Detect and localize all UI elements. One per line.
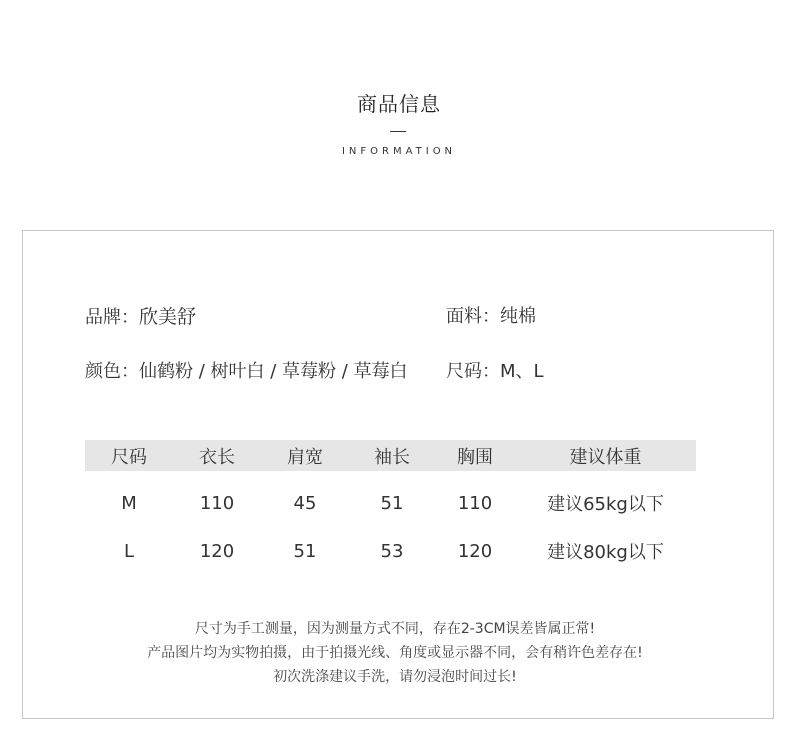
fabric-attribute [446,302,536,328]
size-chart-table [85,440,696,575]
column-header-shoulder: 肩宽 [261,440,349,471]
table-row [85,471,696,527]
section-title: 商品信息 [357,92,441,116]
table-cell: 53 [380,540,404,562]
note-line: 产品图片均为实物拍摄，由于拍摄光线、角度或显示器不同，会有稍许色差存在! [147,645,643,661]
size-label: 尺码： [446,361,500,382]
column-header-length: 衣长 [173,440,261,471]
color-label: 颜色： [85,361,139,382]
table-cell: 45 [293,492,317,514]
brand-label: 品牌： [85,307,139,328]
brand-value: 欣美舒 [139,306,197,328]
column-header-sleeve: 袖长 [349,440,435,471]
table-cell: 110 [199,492,235,514]
table-cell: 120 [457,540,493,562]
column-header-size: 尺码 [85,440,173,471]
fabric-value: 纯棉 [500,306,536,327]
table-header-row [85,440,696,471]
size-attribute [446,357,544,383]
title-divider [390,131,406,132]
note-line: 尺寸为手工测量，因为测量方式不同，存在2-3CM误差皆属正常! [194,621,596,637]
table-cell: 110 [457,492,493,514]
brand-attribute [85,302,196,329]
color-value: 仙鹤粉 / 树叶白 / 草莓粉 / 草莓白 [139,361,408,382]
table-cell: M [121,492,137,514]
care-notes [0,617,790,689]
section-subtitle: INFORMATION [341,146,457,157]
table-cell: 51 [293,540,317,562]
table-row [85,527,696,575]
column-header-bust: 胸围 [435,440,515,471]
table-cell: 51 [380,492,404,514]
column-header-weight: 建议体重 [515,440,696,471]
note-line: 初次洗涤建议手洗，请勿浸泡时间过长! [273,669,517,685]
size-value: M、L [500,361,544,382]
color-attribute [85,357,408,383]
table-cell: 120 [199,540,235,562]
fabric-label: 面料： [446,306,500,327]
table-cell: 建议65kg以下 [547,494,664,515]
table-cell: L [123,540,135,562]
table-cell: 建议80kg以下 [547,542,664,563]
